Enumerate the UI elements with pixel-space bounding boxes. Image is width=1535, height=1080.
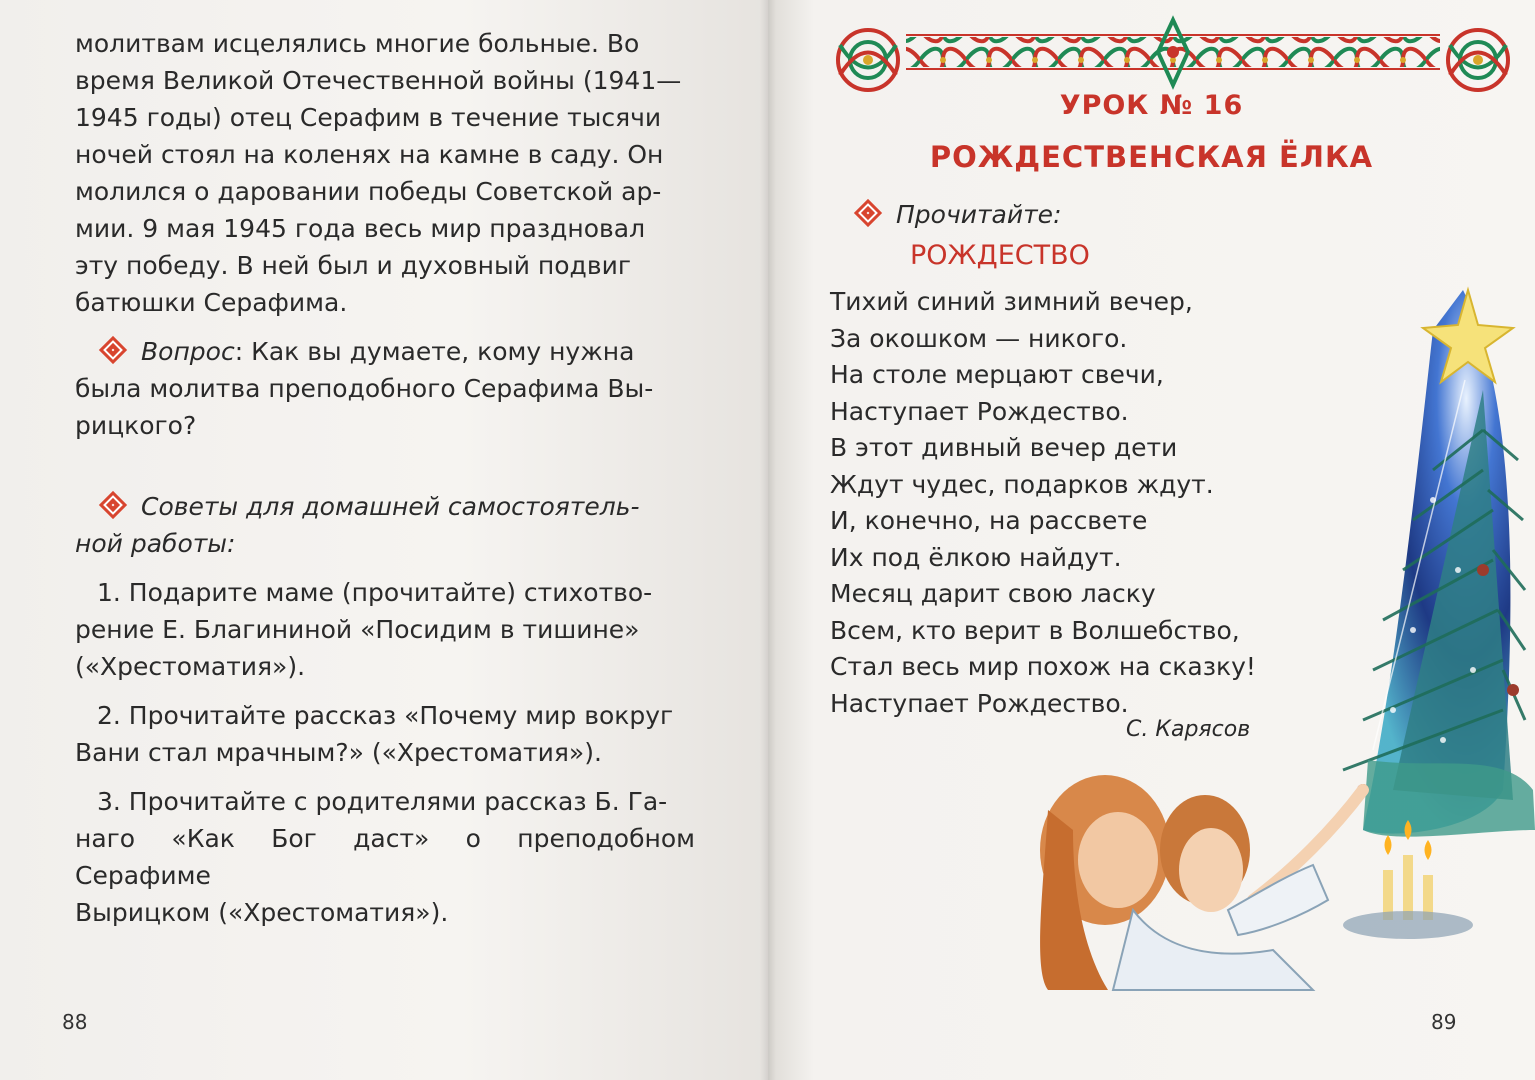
paragraph-main [75, 25, 695, 321]
text-line: молился о даровании победы Советской ар- [75, 177, 662, 206]
text-line: 1. Подарите маме (прочитайте) стихотво- [97, 578, 653, 607]
text-line: батюшки Серафима. [75, 288, 348, 317]
question-block [75, 333, 695, 444]
advice-item-2 [75, 697, 695, 771]
text-line: ночей стоял на коленях на камне в саду. Он [75, 140, 664, 169]
text-line: мии. 9 мая 1945 года весь мир праздновал [75, 214, 646, 243]
poem-line: Наступает Рождество. [830, 396, 1129, 426]
lesson-title: РОЖДЕСТВЕНСКАЯ ЁЛКА [929, 140, 1374, 174]
advice-block [75, 488, 695, 562]
text-line: эту победу. В ней был и духовный подвиг [75, 251, 631, 280]
text-line: наго «Как Бог даст» о преподобном Серафиме [75, 824, 695, 890]
text-line: 2. Прочитайте рассказ «Почему мир вокруг [97, 701, 674, 730]
text-line: Вырицком («Хрестоматия»). [75, 898, 449, 927]
page-number: 89 [1431, 1010, 1457, 1034]
text-line: 3. Прочитайте с родителями рассказ Б. Га- [97, 787, 668, 816]
right-page [768, 0, 1535, 1080]
poem-title: РОЖДЕСТВО [910, 240, 1090, 271]
advice-label-cont: ной работы [75, 529, 228, 558]
advice-label: Советы для домашней самостоятель- [141, 492, 640, 521]
poem-line: За окошком — никого. [830, 323, 1128, 353]
question-text: Как вы думаете, кому нужна [251, 337, 635, 366]
lesson-number: УРОК № 16 [1059, 90, 1244, 121]
read-instruction: Прочитайте: [858, 200, 1062, 229]
poem-line: Наступает Рождество. [830, 688, 1129, 718]
text-line: рицкого? [75, 411, 197, 440]
text-line: Вопрос: Как вы думаете, кому нужна [75, 333, 695, 370]
text-line: была молитва преподобного Серафима Вы- [75, 374, 654, 403]
poem-line: В этот дивный вечер дети [830, 433, 1178, 462]
text-line: («Хрестоматия»). [75, 652, 306, 681]
text-line [75, 488, 695, 525]
poem-line: Ждут чудес, подарков ждут. [830, 469, 1214, 499]
poem-line: И, конечно, на рассвете [830, 506, 1148, 535]
diamond-bullet-icon [854, 199, 882, 227]
poem-line: Тихий синий зимний вечер, [830, 287, 1193, 316]
text-line: 1945 годы) отец Серафим в течение тысячи [75, 103, 662, 132]
advice-item-1 [75, 574, 695, 685]
text-line: молитвам исцелялись многие больные. Во [75, 29, 640, 58]
poem-line: Их под ёлкою найдут. [830, 542, 1122, 572]
diamond-bullet-icon [99, 491, 127, 519]
poem-line: Стал весь мир похож на сказку! [830, 652, 1256, 681]
text-line: время Великой Отечественной войны (1941— [75, 66, 682, 95]
diamond-bullet-icon [99, 336, 127, 364]
poem-line: На столе мерцают свечи, [830, 360, 1164, 389]
text-line: ной работы: [75, 529, 236, 558]
poem-author: С. Карясов [1126, 717, 1251, 742]
advice-item-3 [75, 783, 695, 931]
poem-body [830, 284, 1256, 722]
question-label: Вопрос [141, 337, 235, 366]
poem-line: Всем, кто верит в Волшебство, [830, 615, 1240, 645]
poem-line: Месяц дарит свою ласку [830, 579, 1156, 608]
page-number: 88 [62, 1010, 88, 1034]
read-label: Прочитайте [896, 200, 1054, 229]
left-page-text [75, 25, 695, 931]
text-line: Вани стал мрачным?» («Хрестоматия»). [75, 738, 602, 767]
text-line: рение Е. Благининой «Посидим в тишине» [75, 615, 640, 644]
book-gutter [760, 0, 776, 1080]
